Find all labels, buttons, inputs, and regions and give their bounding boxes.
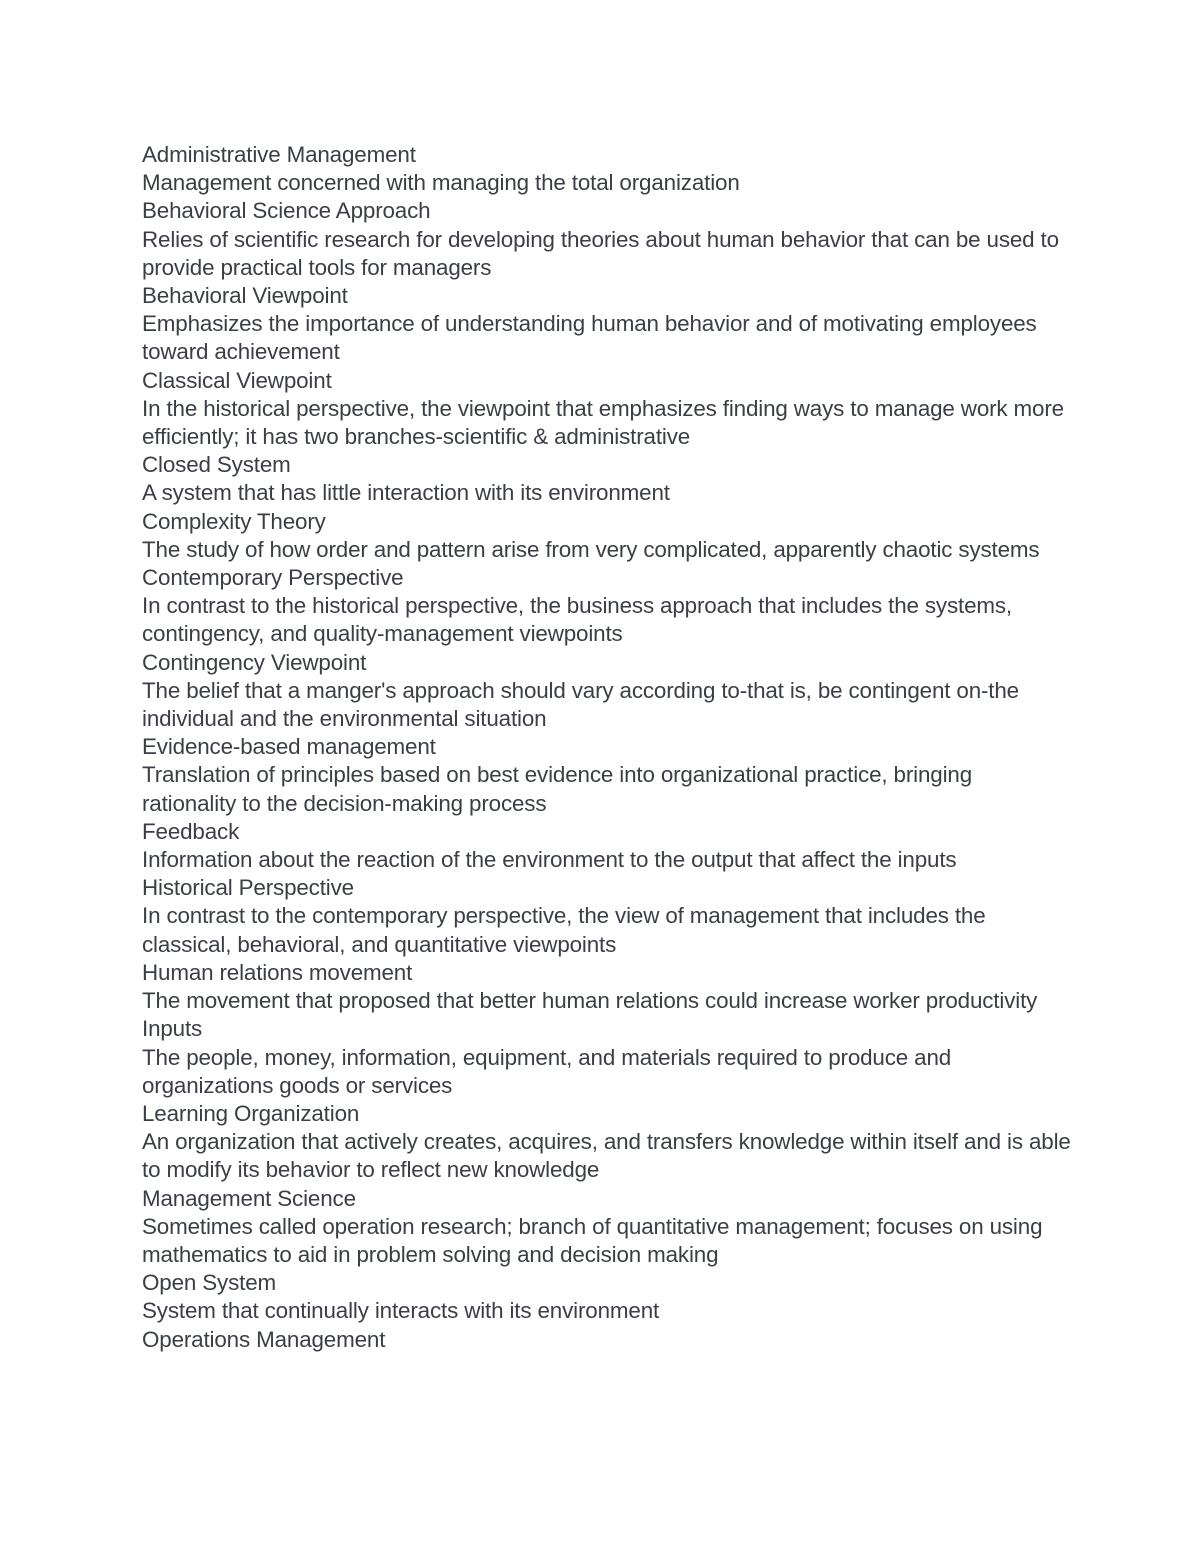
glossary-term: Human relations movement (142, 959, 413, 985)
glossary-entry (142, 818, 1072, 874)
glossary-definition: The movement that proposed that better human relations could increase worker productivity (142, 988, 1038, 1014)
glossary-definition: The study of how order and pattern arise from very complicated, apparently chaotic systems (142, 536, 1040, 562)
glossary-definition: In the historical perspective, the viewpoint that emphasizes finding ways to manage work more efficiently; it has two branches-scientific & administrative (142, 395, 1064, 450)
glossary-definition: In contrast to the historical perspective, the business approach that includes the systems, contingency, and quality-management viewpoints (142, 593, 1013, 647)
glossary-term: Inputs (142, 1016, 203, 1042)
glossary-term: Open System (142, 1270, 276, 1296)
glossary-definition: Relies of scientific research for developing theories about human behavior that can be used to provide practical tools for managers (142, 226, 1059, 280)
glossary-term: Feedback (142, 818, 240, 844)
glossary-term: Evidence-based management (142, 734, 436, 760)
glossary-term: Administrative Management (142, 142, 416, 167)
glossary-definition: Sometimes called operation research; branch of quantitative management; focuses on using mathematics to aid in problem solving and decision making (142, 1213, 1043, 1267)
glossary-term: Management Science (142, 1185, 356, 1211)
glossary-term: Historical Perspective (142, 875, 354, 901)
glossary-term: Contemporary Perspective (142, 565, 404, 591)
glossary-definition: Translation of principles based on best evidence into organizational practice, bringing rationality to the decision-making process (142, 762, 973, 816)
glossary-entry (142, 649, 1072, 734)
glossary-entry (142, 1326, 1072, 1354)
glossary-entry (142, 141, 1072, 197)
glossary-definition: An organization that actively creates, acquires, and transfers knowledge within itself and is able to modify its behavior to reflect new knowledge (142, 1129, 1071, 1183)
glossary-entry (142, 1185, 1072, 1270)
glossary-term: Operations Management (142, 1326, 386, 1352)
glossary-definition: The people, money, information, equipment, and materials required to produce and organizations goods or services (142, 1044, 952, 1098)
glossary-definition: Management concerned with managing the total organization (142, 170, 740, 196)
glossary-term: Closed System (142, 452, 291, 478)
glossary-entry (142, 197, 1072, 282)
glossary-entry (142, 367, 1072, 452)
glossary-term: Complexity Theory (142, 508, 326, 534)
glossary-entry (142, 282, 1072, 367)
glossary-term: Behavioral Viewpoint (142, 283, 348, 309)
glossary-definition: Information about the reaction of the environment to the output that affect the inputs (142, 847, 957, 873)
glossary-entry (142, 564, 1072, 649)
glossary-term: Contingency Viewpoint (142, 649, 367, 675)
glossary-entry (142, 1015, 1072, 1100)
glossary-list (142, 141, 1072, 1354)
glossary-definition: The belief that a manger's approach should vary according to-that is, be contingent on-the individual and the environmental situation (142, 677, 1019, 732)
glossary-term: Behavioral Science Approach (142, 198, 431, 224)
glossary-term: Learning Organization (142, 1100, 360, 1126)
glossary-entry (142, 959, 1072, 1015)
glossary-definition: In contrast to the contemporary perspective, the view of management that includes the classical, behavioral, and quantitative viewpoints (142, 903, 986, 957)
glossary-entry (142, 1100, 1072, 1185)
glossary-entry (142, 733, 1072, 818)
glossary-entry (142, 874, 1072, 959)
glossary-definition: Emphasizes the importance of understanding human behavior and of motivating employees toward achievement (142, 311, 1037, 365)
glossary-entry (142, 508, 1072, 564)
glossary-definition: A system that has little interaction with its environment (142, 480, 670, 506)
glossary-definition: System that continually interacts with its environment (142, 1298, 660, 1324)
glossary-entry (142, 1269, 1072, 1325)
glossary-term: Classical Viewpoint (142, 367, 332, 393)
glossary-entry (142, 451, 1072, 507)
